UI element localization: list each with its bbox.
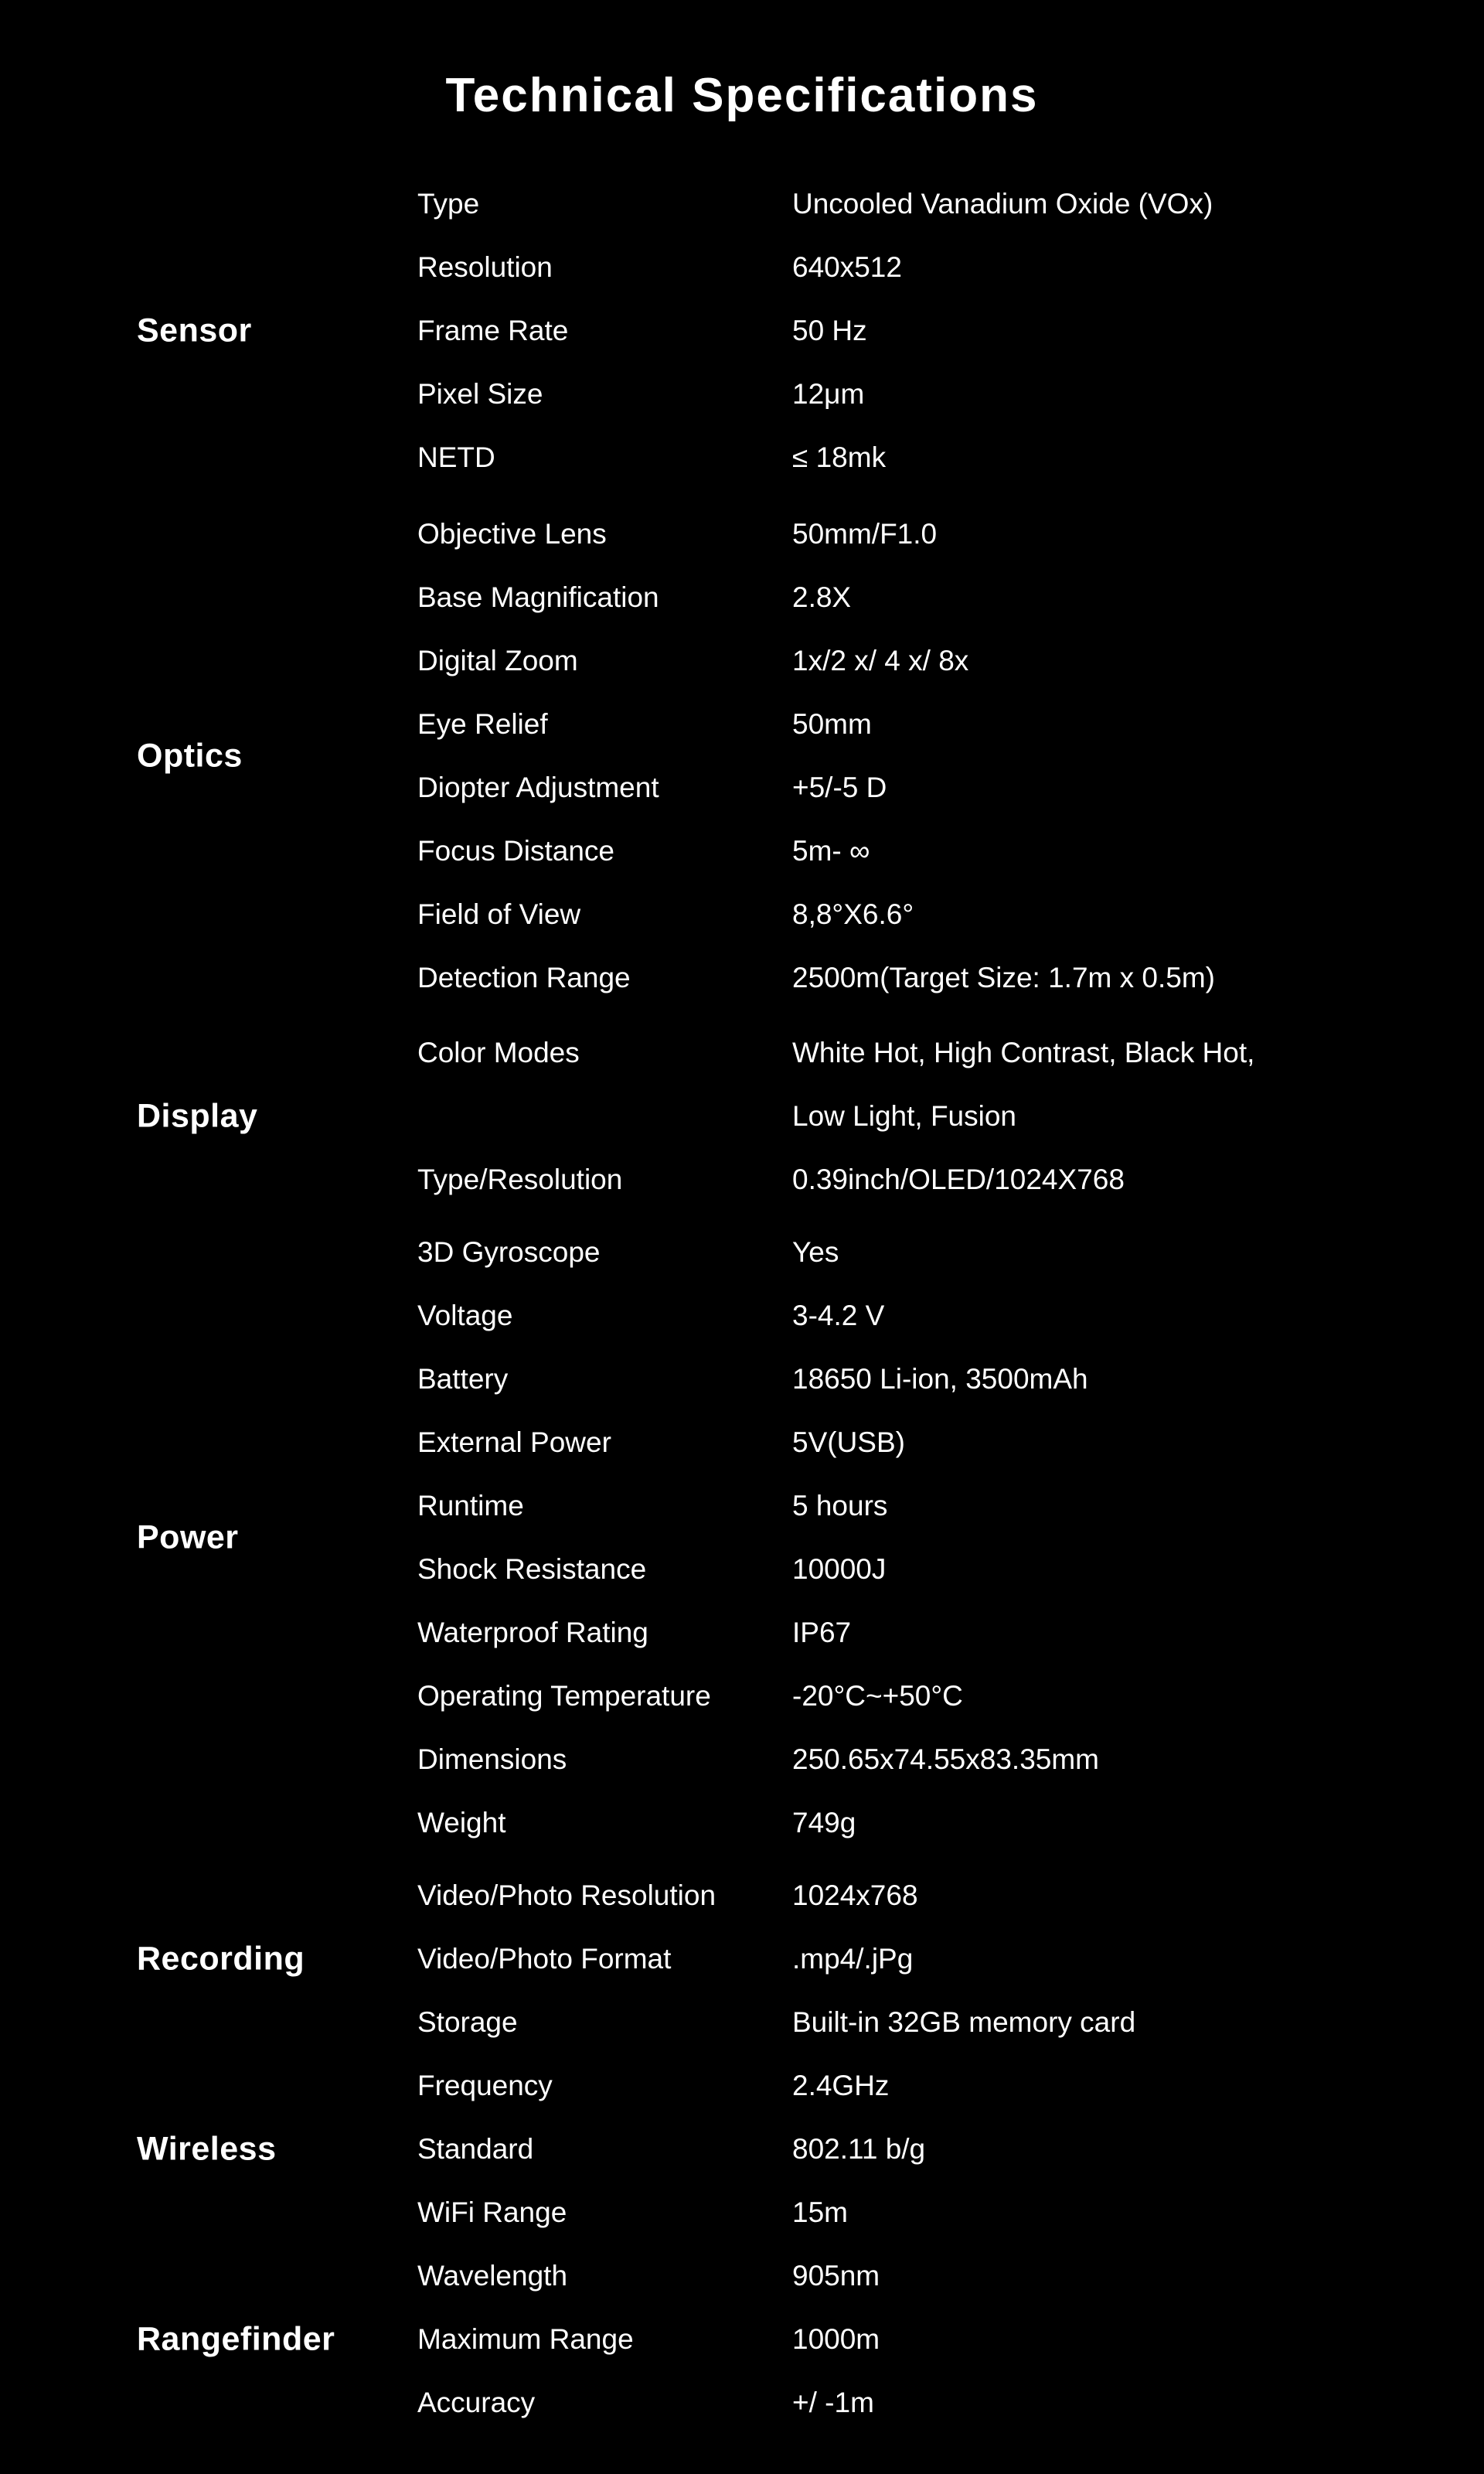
spec-value: .mp4/.jPg (792, 1943, 914, 1975)
spec-label: Focus Distance (417, 835, 614, 867)
spec-value: Yes (792, 1236, 839, 1268)
section-sensor (0, 172, 1484, 489)
spec-row (0, 566, 1484, 629)
spec-row (0, 363, 1484, 426)
spec-value: 2.4GHz (792, 2070, 890, 2101)
spec-label: Wavelength (417, 2260, 568, 2292)
spec-label: WiFi Range (417, 2196, 567, 2228)
spec-value: White Hot, High Contrast, Black Hot, (792, 1037, 1255, 1068)
spec-row (0, 236, 1484, 299)
spec-row (0, 1474, 1484, 1538)
spec-value: ≤ 18mk (792, 441, 887, 473)
group-label-display: Display (137, 1097, 258, 1135)
spec-label: Accuracy (417, 2387, 536, 2418)
group-label-rangefinder: Rangefinder (137, 2320, 335, 2358)
section-rangefinder (0, 2244, 1484, 2435)
spec-label: NETD (417, 441, 495, 473)
spec-value: 1024x768 (792, 1879, 918, 1911)
group-label-sensor: Sensor (137, 312, 252, 349)
spec-row (0, 2118, 1484, 2181)
spec-value: -20°C~+50°C (792, 1680, 963, 1712)
spec-label: Field of View (417, 898, 581, 930)
spec-row (0, 299, 1484, 363)
spec-label: Weight (417, 1807, 506, 1838)
spec-value: IP67 (792, 1617, 852, 1648)
spec-value: 640x512 (792, 251, 902, 283)
spec-row (0, 756, 1484, 820)
spec-value: 2.8X (792, 581, 852, 613)
spec-label: Operating Temperature (417, 1680, 711, 1712)
spec-label: Battery (417, 1363, 509, 1395)
spec-label: Base Magnification (417, 581, 659, 613)
spec-label: Dimensions (417, 1743, 567, 1775)
spec-value: 5m- ∞ (792, 835, 870, 867)
section-wireless (0, 2054, 1484, 2244)
spec-label: Voltage (417, 1300, 513, 1331)
spec-value: 10000J (792, 1553, 887, 1585)
spec-value: 15m (792, 2196, 848, 2228)
spec-value: 905nm (792, 2260, 880, 2292)
spec-row (0, 1348, 1484, 1411)
spec-label: Color Modes (417, 1037, 580, 1068)
section-display (0, 1021, 1484, 1211)
spec-row (0, 2308, 1484, 2371)
spec-value: Built-in 32GB memory card (792, 2006, 1136, 2038)
spec-label: Frequency (417, 2070, 553, 2101)
spec-row (0, 693, 1484, 756)
spec-value: 50mm/F1.0 (792, 518, 938, 550)
spec-label: Objective Lens (417, 518, 607, 550)
spec-label: External Power (417, 1426, 611, 1458)
spec-row (0, 1791, 1484, 1855)
spec-row (0, 1927, 1484, 1991)
spec-row (0, 1411, 1484, 1474)
spec-row (0, 2054, 1484, 2118)
spec-row (0, 1021, 1484, 1085)
spec-label: Runtime (417, 1490, 524, 1522)
spec-value: +5/-5 D (792, 772, 887, 803)
spec-value: 250.65x74.55x83.35mm (792, 1743, 1099, 1775)
spec-value: Low Light, Fusion (792, 1100, 1017, 1132)
spec-label: Resolution (417, 251, 553, 283)
spec-label: Video/Photo Resolution (417, 1879, 716, 1911)
spec-row (0, 1991, 1484, 2054)
spec-label: Maximum Range (417, 2323, 634, 2355)
spec-value: 1000m (792, 2323, 880, 2355)
spec-row (0, 2181, 1484, 2244)
spec-value: 1x/2 x/ 4 x/ 8x (792, 645, 969, 676)
spec-row (0, 1148, 1484, 1211)
spec-row (0, 426, 1484, 489)
spec-row (0, 2371, 1484, 2435)
spec-label: Pixel Size (417, 378, 543, 410)
spec-row (0, 1221, 1484, 1284)
spec-value: 12μm (792, 378, 865, 410)
spec-value: 5 hours (792, 1490, 888, 1522)
spec-row (0, 172, 1484, 236)
spec-label: Shock Resistance (417, 1553, 647, 1585)
spec-row (0, 1665, 1484, 1728)
spec-label: Detection Range (417, 962, 631, 993)
section-optics (0, 503, 1484, 1010)
spec-value: 2500m(Target Size: 1.7m x 0.5m) (792, 962, 1215, 993)
spec-value: 749g (792, 1807, 856, 1838)
spec-table (0, 172, 1484, 2435)
spec-label: 3D Gyroscope (417, 1236, 601, 1268)
page-title: Technical Specifications (445, 69, 1039, 122)
spec-label: Waterproof Rating (417, 1617, 648, 1648)
spec-row (0, 1864, 1484, 1927)
spec-row (0, 1728, 1484, 1791)
spec-value: 18650 Li-ion, 3500mAh (792, 1363, 1088, 1395)
spec-value: Uncooled Vanadium Oxide (VOx) (792, 188, 1213, 220)
spec-row (0, 1085, 1484, 1148)
section-recording (0, 1864, 1484, 2054)
spec-row (0, 820, 1484, 883)
spec-value: 50mm (792, 708, 872, 740)
group-label-recording: Recording (137, 1940, 305, 1978)
spec-row (0, 503, 1484, 566)
spec-label: Type (417, 188, 480, 220)
group-label-optics: Optics (137, 737, 243, 775)
spec-value: 3-4.2 V (792, 1300, 885, 1331)
spec-value: 50 Hz (792, 315, 867, 346)
section-power (0, 1221, 1484, 1855)
spec-value: 802.11 b/g (792, 2133, 926, 2165)
spec-value: +/ -1m (792, 2387, 874, 2418)
spec-value: 5V(USB) (792, 1426, 905, 1458)
spec-label: Type/Resolution (417, 1164, 623, 1195)
spec-label: Storage (417, 2006, 518, 2038)
spec-row (0, 2244, 1484, 2308)
spec-label: Standard (417, 2133, 534, 2165)
spec-value: 8,8°X6.6° (792, 898, 914, 930)
spec-row (0, 946, 1484, 1010)
spec-value: 0.39inch/OLED/1024X768 (792, 1164, 1125, 1195)
spec-label: Video/Photo Format (417, 1943, 672, 1975)
group-label-power: Power (137, 1518, 239, 1556)
spec-label: Frame Rate (417, 315, 569, 346)
spec-row (0, 629, 1484, 693)
spec-row (0, 883, 1484, 946)
spec-row (0, 1538, 1484, 1601)
spec-label: Diopter Adjustment (417, 772, 659, 803)
spec-row (0, 1601, 1484, 1665)
spec-label: Eye Relief (417, 708, 548, 740)
spec-label: Digital Zoom (417, 645, 578, 676)
group-label-wireless: Wireless (137, 2130, 277, 2168)
spec-row (0, 1284, 1484, 1348)
